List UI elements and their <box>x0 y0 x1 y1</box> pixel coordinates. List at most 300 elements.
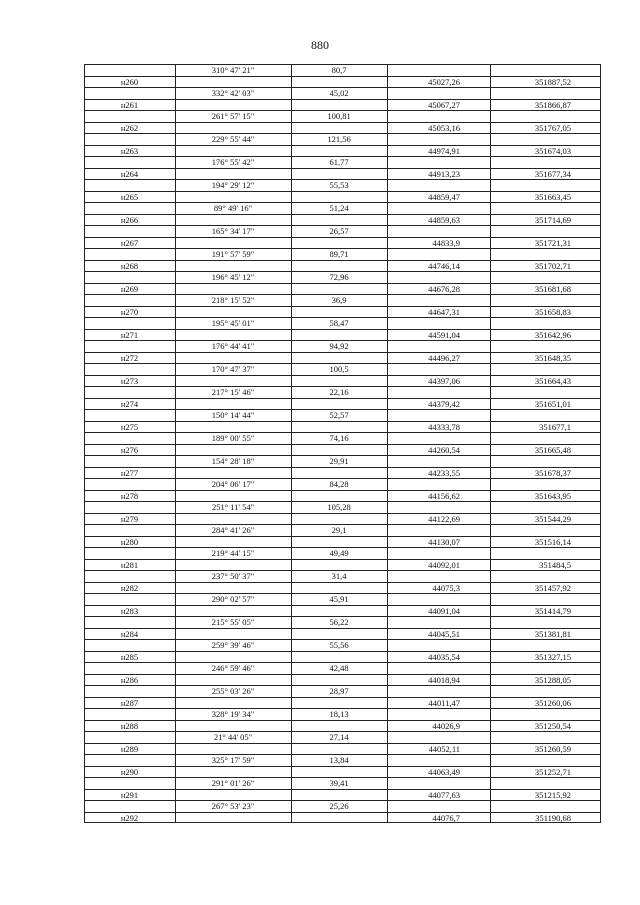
table-row <box>84 99 601 111</box>
direction-angle-cell: 291° 01' 26" <box>211 778 255 788</box>
coordinate-y-cell: 351665,48 <box>534 444 571 455</box>
direction-angle-cell <box>175 629 291 640</box>
point-number-cell <box>84 502 175 513</box>
direction-angle-cell <box>175 767 291 778</box>
point-number-cell: н267 <box>120 237 139 248</box>
coordinate-y-cell <box>490 479 601 490</box>
coordinate-x-cell: 44833,9 <box>432 237 460 248</box>
coordinate-x-cell: 44122,69 <box>428 513 460 524</box>
direction-angle-cell: 154° 28' 18" <box>211 456 255 466</box>
coordinate-x-cell <box>387 410 490 421</box>
coordinate-y-cell <box>490 410 601 421</box>
direction-angle-cell: 310° 47' 21" <box>211 65 255 75</box>
distance-cell: 100,81 <box>327 111 351 121</box>
coordinate-x-cell <box>387 456 490 467</box>
table-row <box>84 685 601 697</box>
point-number-cell: н265 <box>120 191 139 202</box>
point-number-cell <box>84 180 175 191</box>
coordinate-x-cell: 44591,04 <box>428 329 460 340</box>
coordinate-y-cell <box>490 594 601 605</box>
table-row <box>84 260 601 272</box>
coordinate-y-cell <box>490 502 601 513</box>
coordinate-x-cell: 44018,94 <box>428 674 460 685</box>
distance-cell: 105,28 <box>327 502 351 512</box>
coordinate-x-cell: 44077,63 <box>428 789 460 800</box>
coordinate-x-cell <box>387 778 490 789</box>
direction-angle-cell: 195° 45' 01" <box>211 318 255 328</box>
table-row <box>84 501 601 513</box>
distance-cell: 94,92 <box>329 341 349 351</box>
coordinate-y-cell: 351714,69 <box>534 214 571 225</box>
table-divider-1 <box>175 64 176 823</box>
distance-cell <box>291 560 387 571</box>
point-number-cell: н271 <box>120 329 139 340</box>
direction-angle-cell <box>175 215 291 226</box>
table-row <box>84 812 601 824</box>
direction-angle-cell <box>175 721 291 732</box>
coordinate-y-cell <box>490 640 601 651</box>
coordinate-y-cell <box>490 111 601 122</box>
coordinate-x-cell: 44913,23 <box>428 168 460 179</box>
direction-angle-cell <box>175 169 291 180</box>
coordinate-x-cell: 44035,54 <box>428 651 460 662</box>
distance-cell <box>291 100 387 111</box>
coordinate-x-cell <box>387 157 490 168</box>
direction-angle-cell: 196° 45' 12" <box>211 272 255 282</box>
coordinate-y-cell <box>490 525 601 536</box>
distance-cell: 29,91 <box>329 456 349 466</box>
distance-cell <box>291 422 387 433</box>
distance-cell <box>291 77 387 88</box>
coordinate-y-cell: 351250,54 <box>534 720 571 731</box>
direction-angle-cell <box>175 813 291 823</box>
coordinate-x-cell <box>387 134 490 145</box>
point-number-cell: н260 <box>120 76 139 87</box>
coordinate-x-cell <box>387 755 490 766</box>
table-row <box>84 593 601 605</box>
coordinate-x-cell <box>387 594 490 605</box>
coordinate-x-cell <box>387 180 490 191</box>
coordinate-y-cell <box>490 801 601 812</box>
direction-angle-cell <box>175 583 291 594</box>
point-number-cell: н284 <box>120 628 139 639</box>
coordinate-x-cell <box>387 295 490 306</box>
table-row <box>84 294 601 306</box>
coordinate-y-cell <box>490 709 601 720</box>
point-number-cell: н280 <box>120 536 139 547</box>
distance-cell <box>291 629 387 640</box>
coordinate-x-cell <box>387 709 490 720</box>
coordinate-y-cell <box>490 272 601 283</box>
distance-cell <box>291 744 387 755</box>
distance-cell <box>291 376 387 387</box>
distance-cell: 52,57 <box>329 410 349 420</box>
coordinate-y-cell <box>490 203 601 214</box>
coordinate-x-cell <box>387 249 490 260</box>
table-row <box>84 122 601 134</box>
table-row <box>84 352 601 364</box>
direction-angle-cell <box>175 560 291 571</box>
direction-angle-cell <box>175 77 291 88</box>
point-number-cell <box>84 732 175 743</box>
table-row <box>84 639 601 651</box>
table-row <box>84 708 601 720</box>
coordinate-x-cell: 44156,62 <box>428 490 460 501</box>
point-number-cell: н268 <box>120 260 139 271</box>
coordinate-y-cell: 351457,92 <box>534 582 571 593</box>
coordinate-y-cell <box>490 65 601 76</box>
coordinate-x-cell: 44859,47 <box>428 191 460 202</box>
point-number-cell <box>84 479 175 490</box>
distance-cell: 22,16 <box>329 387 349 397</box>
table-row <box>84 271 601 283</box>
table-row <box>84 363 601 375</box>
table-row <box>84 237 601 249</box>
table-row <box>84 524 601 536</box>
direction-angle-cell <box>175 284 291 295</box>
coordinate-x-cell: 44130,07 <box>428 536 460 547</box>
distance-cell: 18,13 <box>329 709 349 719</box>
distance-cell <box>291 721 387 732</box>
direction-angle-cell <box>175 491 291 502</box>
direction-angle-cell: 176° 44' 41" <box>211 341 255 351</box>
coordinate-x-cell <box>387 364 490 375</box>
distance-cell: 51,24 <box>329 203 349 213</box>
coordinate-x-cell <box>387 203 490 214</box>
point-number-cell <box>84 617 175 628</box>
coordinate-x-cell: 45067,27 <box>428 99 460 110</box>
direction-angle-cell <box>175 353 291 364</box>
coordinate-y-cell <box>490 663 601 674</box>
coordinate-x-cell: 44676,28 <box>428 283 460 294</box>
point-number-cell <box>84 548 175 559</box>
coordinate-x-cell <box>387 111 490 122</box>
coordinate-x-cell <box>387 686 490 697</box>
distance-cell: 58,47 <box>329 318 349 328</box>
coordinate-x-cell: 44011,47 <box>428 697 460 708</box>
distance-cell <box>291 146 387 157</box>
direction-angle-cell <box>175 123 291 134</box>
coordinate-y-cell <box>490 732 601 743</box>
point-number-cell: н286 <box>120 674 139 685</box>
distance-cell: 72,96 <box>329 272 349 282</box>
table-row <box>84 179 601 191</box>
coordinate-x-cell <box>387 663 490 674</box>
table-row <box>84 467 601 479</box>
table-row <box>84 455 601 467</box>
table-row <box>84 478 601 490</box>
direction-angle-cell: 229° 55' 44" <box>211 134 255 144</box>
direction-angle-cell <box>175 376 291 387</box>
table-row <box>84 720 601 732</box>
coordinate-y-cell: 351677,34 <box>534 168 571 179</box>
point-number-cell <box>84 709 175 720</box>
point-number-cell <box>84 387 175 398</box>
coordinate-y-cell <box>490 433 601 444</box>
direction-angle-cell: 219° 44' 15" <box>211 548 255 558</box>
direction-angle-cell: 267° 53' 23" <box>211 801 255 811</box>
point-number-cell <box>84 364 175 375</box>
coordinate-y-cell: 351215,92 <box>534 789 571 800</box>
distance-cell: 28,97 <box>329 686 349 696</box>
coordinate-x-cell <box>387 226 490 237</box>
distance-cell: 36,9 <box>331 295 347 305</box>
distance-cell: 26,57 <box>329 226 349 236</box>
table-row <box>84 754 601 766</box>
point-number-cell <box>84 778 175 789</box>
coordinate-x-cell: 44859,63 <box>428 214 460 225</box>
direction-angle-cell: 204° 06' 17" <box>211 479 255 489</box>
point-number-cell: н279 <box>120 513 139 524</box>
point-number-cell <box>84 594 175 605</box>
coordinate-y-cell: 351658,83 <box>534 306 571 317</box>
distance-cell: 121,56 <box>327 134 351 144</box>
point-number-cell <box>84 111 175 122</box>
coordinate-y-cell: 351767,05 <box>534 122 571 133</box>
direction-angle-cell <box>175 146 291 157</box>
coordinate-x-cell: 44746,14 <box>428 260 460 271</box>
point-number-cell: н266 <box>120 214 139 225</box>
table-row <box>84 133 601 145</box>
point-number-cell: н261 <box>120 99 139 110</box>
coordinate-y-cell <box>490 571 601 582</box>
distance-cell <box>291 491 387 502</box>
table-row <box>84 168 601 180</box>
coordinate-y-cell <box>490 617 601 628</box>
distance-cell <box>291 606 387 617</box>
distance-cell: 45,02 <box>329 88 349 98</box>
table-row <box>84 386 601 398</box>
point-number-cell: н276 <box>120 444 139 455</box>
point-number-cell <box>84 525 175 536</box>
point-number-cell: н285 <box>120 651 139 662</box>
point-number-cell: н290 <box>120 766 139 777</box>
direction-angle-cell <box>175 468 291 479</box>
direction-angle-cell <box>175 399 291 410</box>
table-row <box>84 559 601 571</box>
coordinate-x-cell: 44026,9 <box>432 720 460 731</box>
distance-cell: 25,26 <box>329 801 349 811</box>
point-number-cell <box>84 755 175 766</box>
table-row <box>84 398 601 410</box>
coordinate-y-cell <box>490 88 601 99</box>
distance-cell: 45,91 <box>329 594 349 604</box>
coordinate-y-cell <box>490 341 601 352</box>
direction-angle-cell: 290° 02' 57" <box>211 594 255 604</box>
table-row <box>84 789 601 801</box>
direction-angle-cell <box>175 744 291 755</box>
coordinate-y-cell: 351681,68 <box>534 283 571 294</box>
point-number-cell <box>84 318 175 329</box>
point-number-cell <box>84 571 175 582</box>
coordinate-x-cell <box>387 88 490 99</box>
direction-angle-cell <box>175 652 291 663</box>
coordinate-x-cell <box>387 525 490 536</box>
coordinate-x-cell <box>387 732 490 743</box>
table-divider-3 <box>387 64 388 823</box>
distance-cell: 80,7 <box>331 65 347 75</box>
point-number-cell: н288 <box>120 720 139 731</box>
coordinate-y-cell: 351663,45 <box>534 191 571 202</box>
coordinate-x-cell: 44647,31 <box>428 306 460 317</box>
table-row <box>84 317 601 329</box>
distance-cell: 55,53 <box>329 180 349 190</box>
coordinate-x-cell: 44974,91 <box>428 145 460 156</box>
coordinate-y-cell: 351866,87 <box>534 99 571 110</box>
table-row <box>84 191 601 203</box>
direction-angle-cell <box>175 100 291 111</box>
point-number-cell: н281 <box>120 559 139 570</box>
point-number-cell <box>84 801 175 812</box>
distance-cell <box>291 675 387 686</box>
direction-angle-cell <box>175 422 291 433</box>
coordinate-y-cell: 351288,05 <box>534 674 571 685</box>
coordinate-y-cell: 351260,59 <box>534 743 571 754</box>
distance-cell <box>291 767 387 778</box>
distance-cell: 13,84 <box>329 755 349 765</box>
table-row <box>84 306 601 318</box>
coordinate-y-cell: 351664,43 <box>534 375 571 386</box>
direction-angle-cell <box>175 606 291 617</box>
coordinate-y-cell: 351677,1 <box>539 421 571 432</box>
distance-cell: 100,5 <box>329 364 349 374</box>
distance-cell <box>291 583 387 594</box>
direction-angle-cell: 150° 14' 44" <box>211 410 255 420</box>
coordinate-y-cell <box>490 295 601 306</box>
point-number-cell <box>84 157 175 168</box>
coordinate-y-cell: 351648,35 <box>534 352 571 363</box>
coordinate-y-cell: 351642,96 <box>534 329 571 340</box>
coordinate-y-cell <box>490 318 601 329</box>
coordinate-x-cell: 44379,42 <box>428 398 460 409</box>
coordinate-x-cell <box>387 571 490 582</box>
coordinate-y-cell <box>490 226 601 237</box>
table-row <box>84 800 601 812</box>
table-row <box>84 340 601 352</box>
point-number-cell: н263 <box>120 145 139 156</box>
coordinate-y-cell <box>490 686 601 697</box>
point-number-cell: н269 <box>120 283 139 294</box>
point-number-cell <box>84 433 175 444</box>
point-number-cell: н282 <box>120 582 139 593</box>
distance-cell: 74,16 <box>329 433 349 443</box>
table-row <box>84 248 601 260</box>
table-row <box>84 64 601 76</box>
coordinate-x-cell: 44052,11 <box>428 743 460 754</box>
distance-cell <box>291 399 387 410</box>
direction-angle-cell: 218° 15' 52" <box>211 295 255 305</box>
coordinate-y-cell <box>490 387 601 398</box>
coordinate-y-cell: 351381,81 <box>534 628 571 639</box>
direction-angle-cell <box>175 307 291 318</box>
coordinate-y-cell: 351190,68 <box>535 812 571 823</box>
distance-cell <box>291 238 387 249</box>
point-number-cell <box>84 456 175 467</box>
coordinate-y-cell: 351252,71 <box>534 766 571 777</box>
coordinate-y-cell <box>490 249 601 260</box>
distance-cell <box>291 790 387 801</box>
point-number-cell: н264 <box>120 168 139 179</box>
table-row <box>84 616 601 628</box>
coordinate-x-cell <box>387 433 490 444</box>
direction-angle-cell <box>175 514 291 525</box>
coordinate-y-cell: 351678,37 <box>534 467 571 478</box>
table-row <box>84 225 601 237</box>
table-row <box>84 731 601 743</box>
coordinate-x-cell <box>387 65 490 76</box>
point-number-cell <box>84 341 175 352</box>
coordinate-y-cell: 351544,29 <box>534 513 571 524</box>
coordinate-x-cell <box>387 479 490 490</box>
coordinate-y-cell <box>490 134 601 145</box>
distance-cell: 31,4 <box>331 571 347 581</box>
coordinate-x-cell: 45027,26 <box>428 76 460 87</box>
coordinate-y-cell <box>490 755 601 766</box>
distance-cell: 56,22 <box>329 617 349 627</box>
direction-angle-cell <box>175 238 291 249</box>
distance-cell <box>291 445 387 456</box>
coordinate-x-cell: 44091,04 <box>428 605 460 616</box>
direction-angle-cell: 328° 19' 34" <box>211 709 255 719</box>
coordinate-y-cell: 351643,95 <box>534 490 571 501</box>
table-row <box>84 145 601 157</box>
point-number-cell <box>84 663 175 674</box>
direction-angle-cell: 191° 57' 59" <box>211 249 255 259</box>
point-number-cell <box>84 226 175 237</box>
direction-angle-cell: 255° 03' 26" <box>211 686 255 696</box>
point-number-cell <box>84 134 175 145</box>
point-number-cell <box>84 410 175 421</box>
coordinate-y-cell <box>490 180 601 191</box>
table-row <box>84 674 601 686</box>
coordinate-y-cell <box>490 548 601 559</box>
coordinate-x-cell: 44397,06 <box>428 375 460 386</box>
distance-cell <box>291 468 387 479</box>
table-row <box>84 513 601 525</box>
point-number-cell: н287 <box>120 697 139 708</box>
coordinate-x-cell: 44496,27 <box>428 352 460 363</box>
point-number-cell: н273 <box>120 375 139 386</box>
distance-cell <box>291 537 387 548</box>
direction-angle-cell <box>175 330 291 341</box>
point-number-cell <box>84 640 175 651</box>
coordinate-y-cell <box>490 456 601 467</box>
point-number-cell <box>84 686 175 697</box>
coordinate-x-cell: 44092,01 <box>428 559 460 570</box>
coordinate-y-cell: 351260,06 <box>534 697 571 708</box>
direction-angle-cell <box>175 261 291 272</box>
coordinate-y-cell: 351702,71 <box>534 260 571 271</box>
coordinate-y-cell: 351327,15 <box>534 651 571 662</box>
coordinate-y-cell: 351721,31 <box>534 237 571 248</box>
point-number-cell: н262 <box>120 122 139 133</box>
distance-cell: 42,48 <box>329 663 349 673</box>
table-row <box>84 329 601 341</box>
table-row <box>84 421 601 433</box>
table-row <box>84 547 601 559</box>
distance-cell: 39,41 <box>329 778 349 788</box>
table-row <box>84 651 601 663</box>
direction-angle-cell: 325° 17' 59" <box>211 755 255 765</box>
coordinate-x-cell <box>387 617 490 628</box>
table-row <box>84 582 601 594</box>
distance-cell: 55,56 <box>329 640 349 650</box>
page-number: 880 <box>311 38 329 52</box>
direction-angle-cell <box>175 537 291 548</box>
point-number-cell: н272 <box>120 352 139 363</box>
coordinate-x-cell: 44076,7 <box>432 812 460 823</box>
coordinate-x-cell <box>387 387 490 398</box>
